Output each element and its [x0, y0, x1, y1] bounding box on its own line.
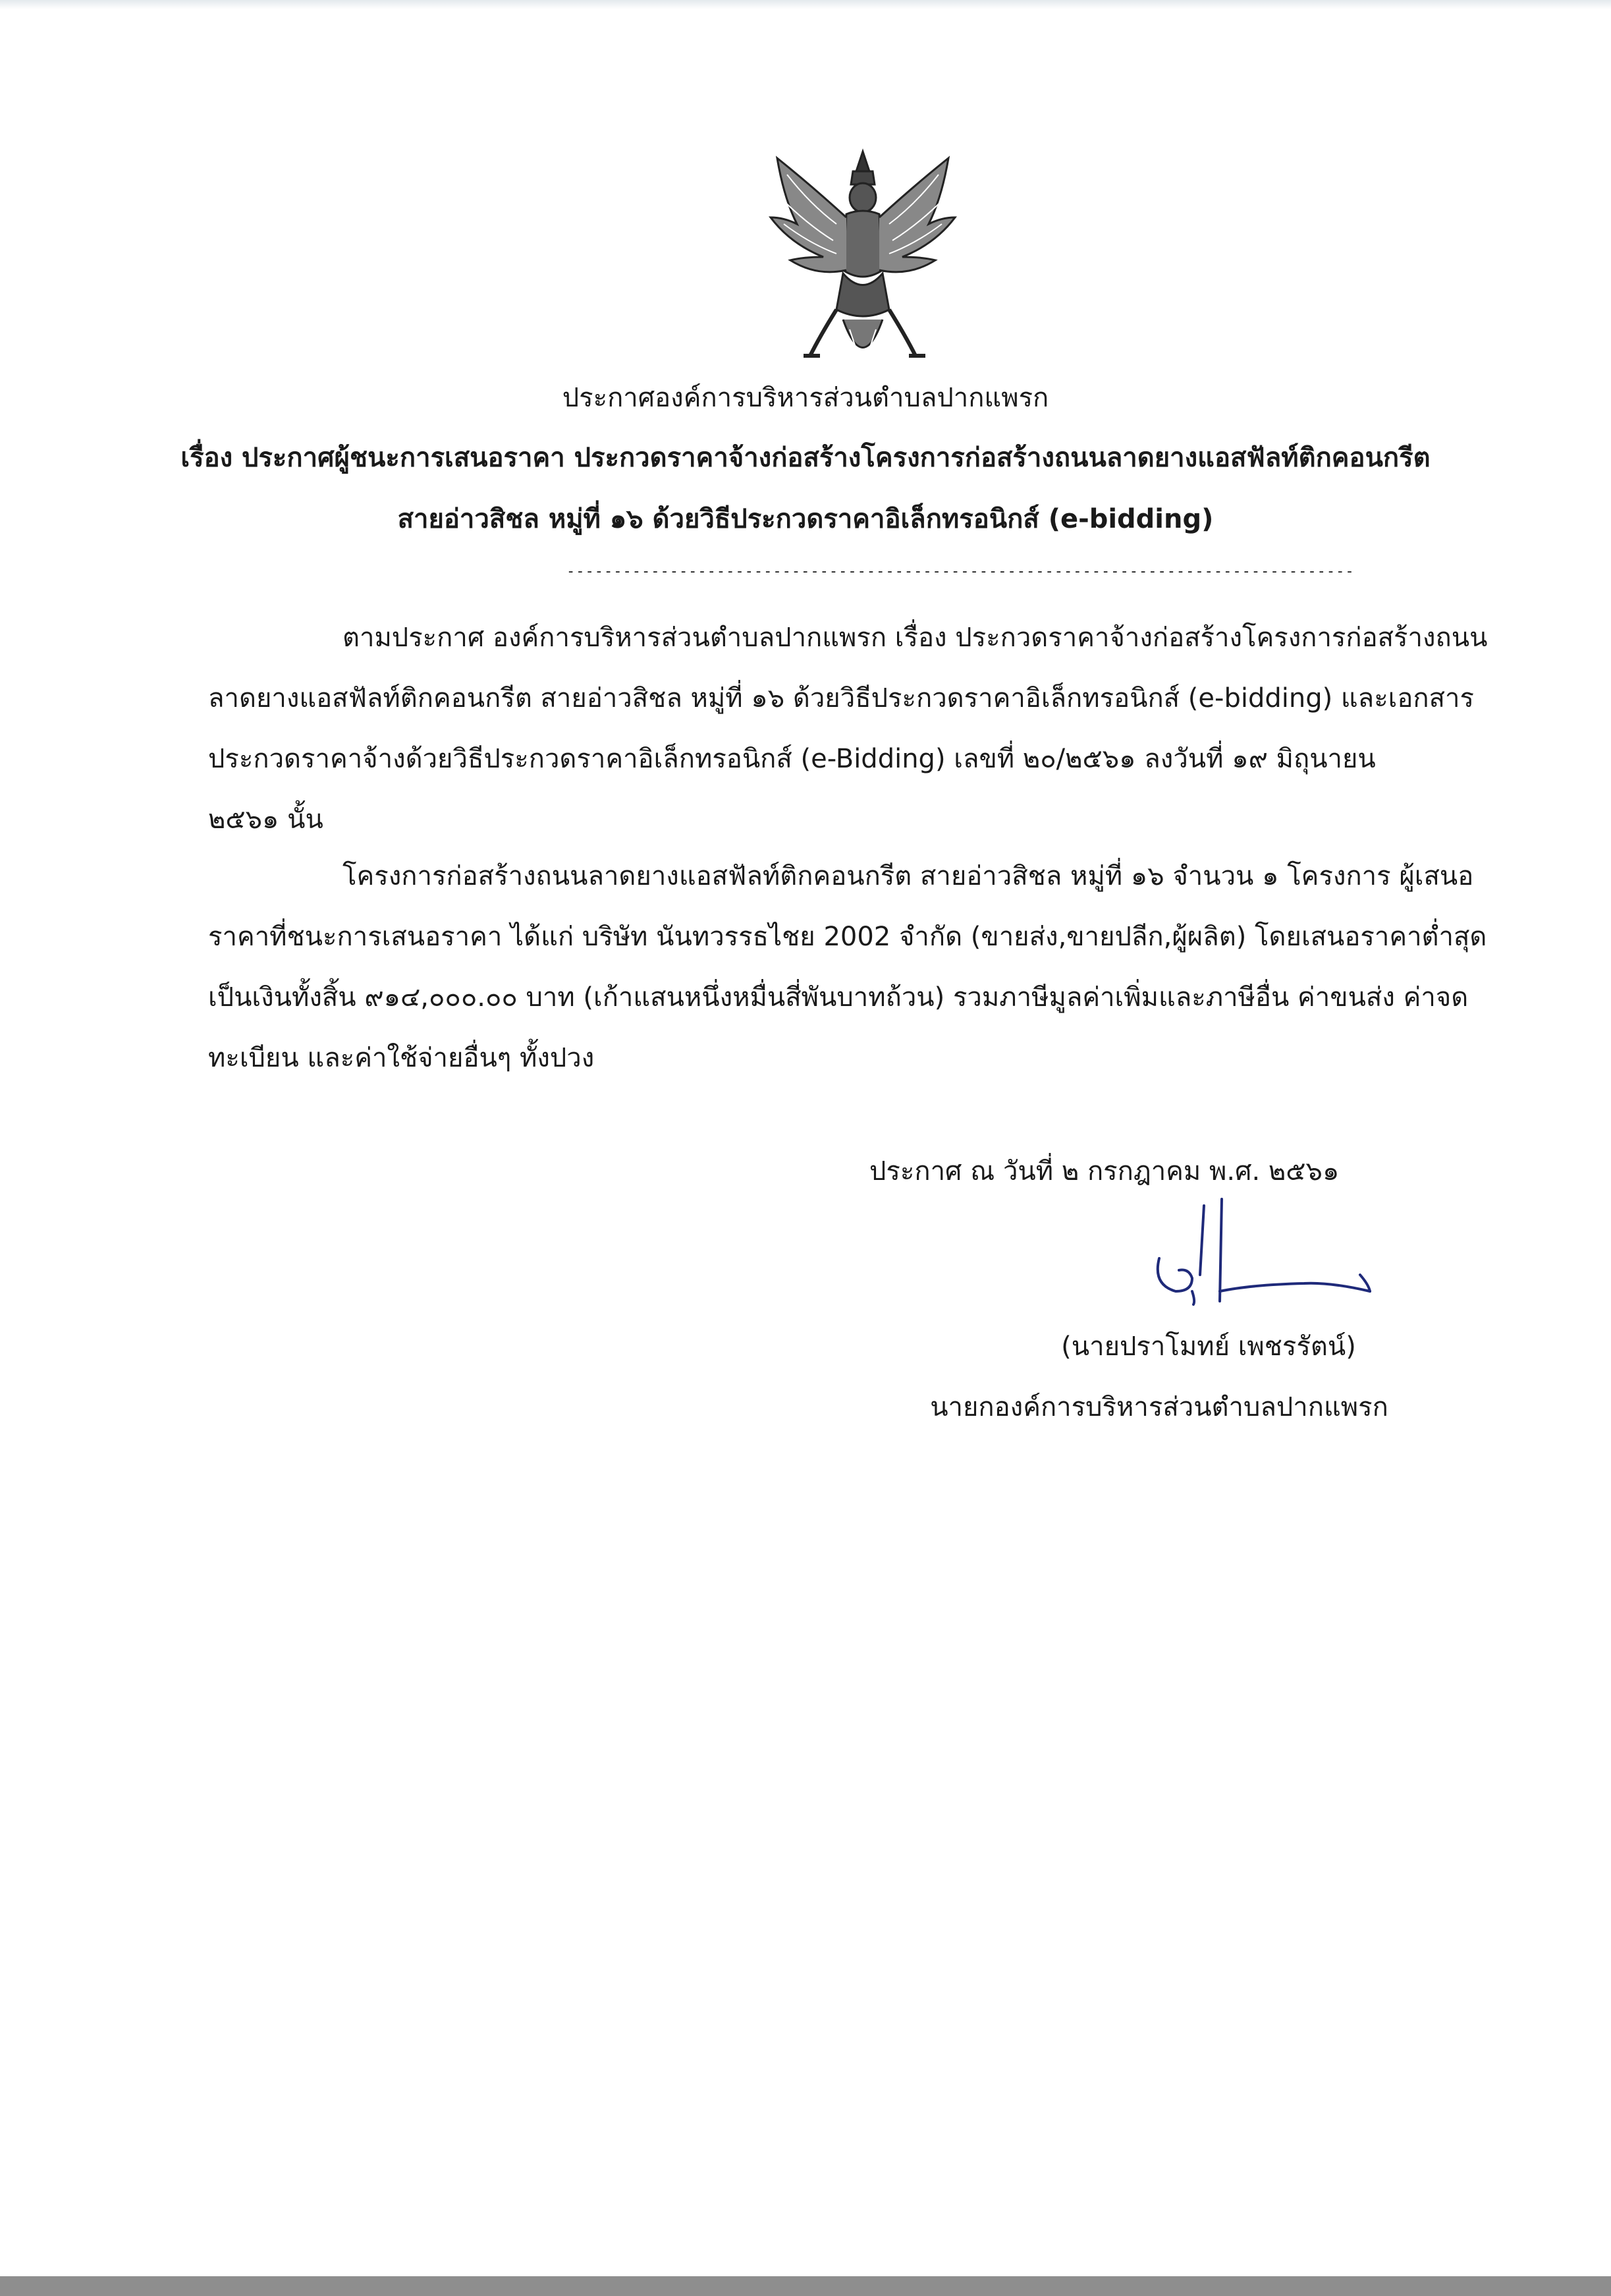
handwritten-signature: [1146, 1192, 1383, 1337]
paragraph-1-line: ลาดยางแอสฟัลท์ติกคอนกรีต สายอ่าวสิชล หมู่ที่ ๑๖ ด้วยวิธีประกวดราคาอิเล็กทรอนิกส์ (e-bidding) และเอกสาร: [208, 683, 1474, 714]
paragraph-2-line: เป็นเงินทั้งสิ้น ๙๑๔,๐๐๐.๐๐ บาท (เก้าแสนหนึ่งหมื่นสี่พันบาทถ้วน) รวมภาษีมูลค่าเพิ่มและภาษีอื่น ค่าขนส่ง ค่าจด: [208, 982, 1469, 1013]
paragraph-1-line: ตามประกาศ องค์การบริหารส่วนตำบลปากแพรก เรื่อง ประกวดราคาจ้างก่อสร้างโครงการก่อสร้างถนน: [342, 623, 1488, 653]
scan-bottom-edge: [0, 2276, 1611, 2296]
signer-name: (นายปราโมทย์ เพชรรัตน์): [1061, 1331, 1356, 1362]
paragraph-2-line: ทะเบียน และค่าใช้จ่ายอื่นๆ ทั้งปวง: [208, 1043, 595, 1073]
divider-line: ------------------------------------------------------------------------------------: [566, 563, 1355, 580]
scan-top-edge: [0, 0, 1611, 9]
announce-date: ประกาศ ณ วันที่ ๒ กรกฎาคม พ.ศ. ๒๕๖๑: [869, 1156, 1340, 1187]
subject-line-2: สายอ่าวสิชล หมู่ที่ ๑๖ ด้วยวิธีประกวดราคาอิเล็กทรอนิกส์ (e-bidding): [397, 504, 1214, 534]
subject-line-1: เรื่อง ประกาศผู้ชนะการเสนอราคา ประกวดราคาจ้างก่อสร้างโครงการก่อสร้างถนนลาดยางแอสฟัลท์ติกคอนกรีต: [180, 443, 1431, 473]
paragraph-1-line: ประกวดราคาจ้างด้วยวิธีประกวดราคาอิเล็กทรอนิกส์ (e-Bidding) เลขที่ ๒๐/๒๕๖๑ ลงวันที่ ๑๙ มิถุนายน: [208, 744, 1376, 774]
paragraph-2-line: โครงการก่อสร้างถนนลาดยางแอสฟัลท์ติกคอนกรีต สายอ่าวสิชล หมู่ที่ ๑๖ จำนวน ๑ โครงการ ผู้เสนอ: [342, 861, 1474, 891]
signer-title: นายกองค์การบริหารส่วนตำบลปากแพรก: [930, 1392, 1388, 1422]
announcement-title: ประกาศองค์การบริหารส่วนตำบลปากแพรก: [562, 383, 1049, 413]
garuda-emblem-icon: [757, 145, 968, 382]
paragraph-1-line: ๒๕๖๑ นั้น: [208, 804, 323, 835]
paragraph-2-line: ราคาที่ชนะการเสนอราคา ได้แก่ บริษัท นันทวรรธไชย 2002 จำกัด (ขายส่ง,ขายปลีก,ผู้ผลิต) โดยเสนอราคาต่ำสุด: [208, 922, 1487, 952]
